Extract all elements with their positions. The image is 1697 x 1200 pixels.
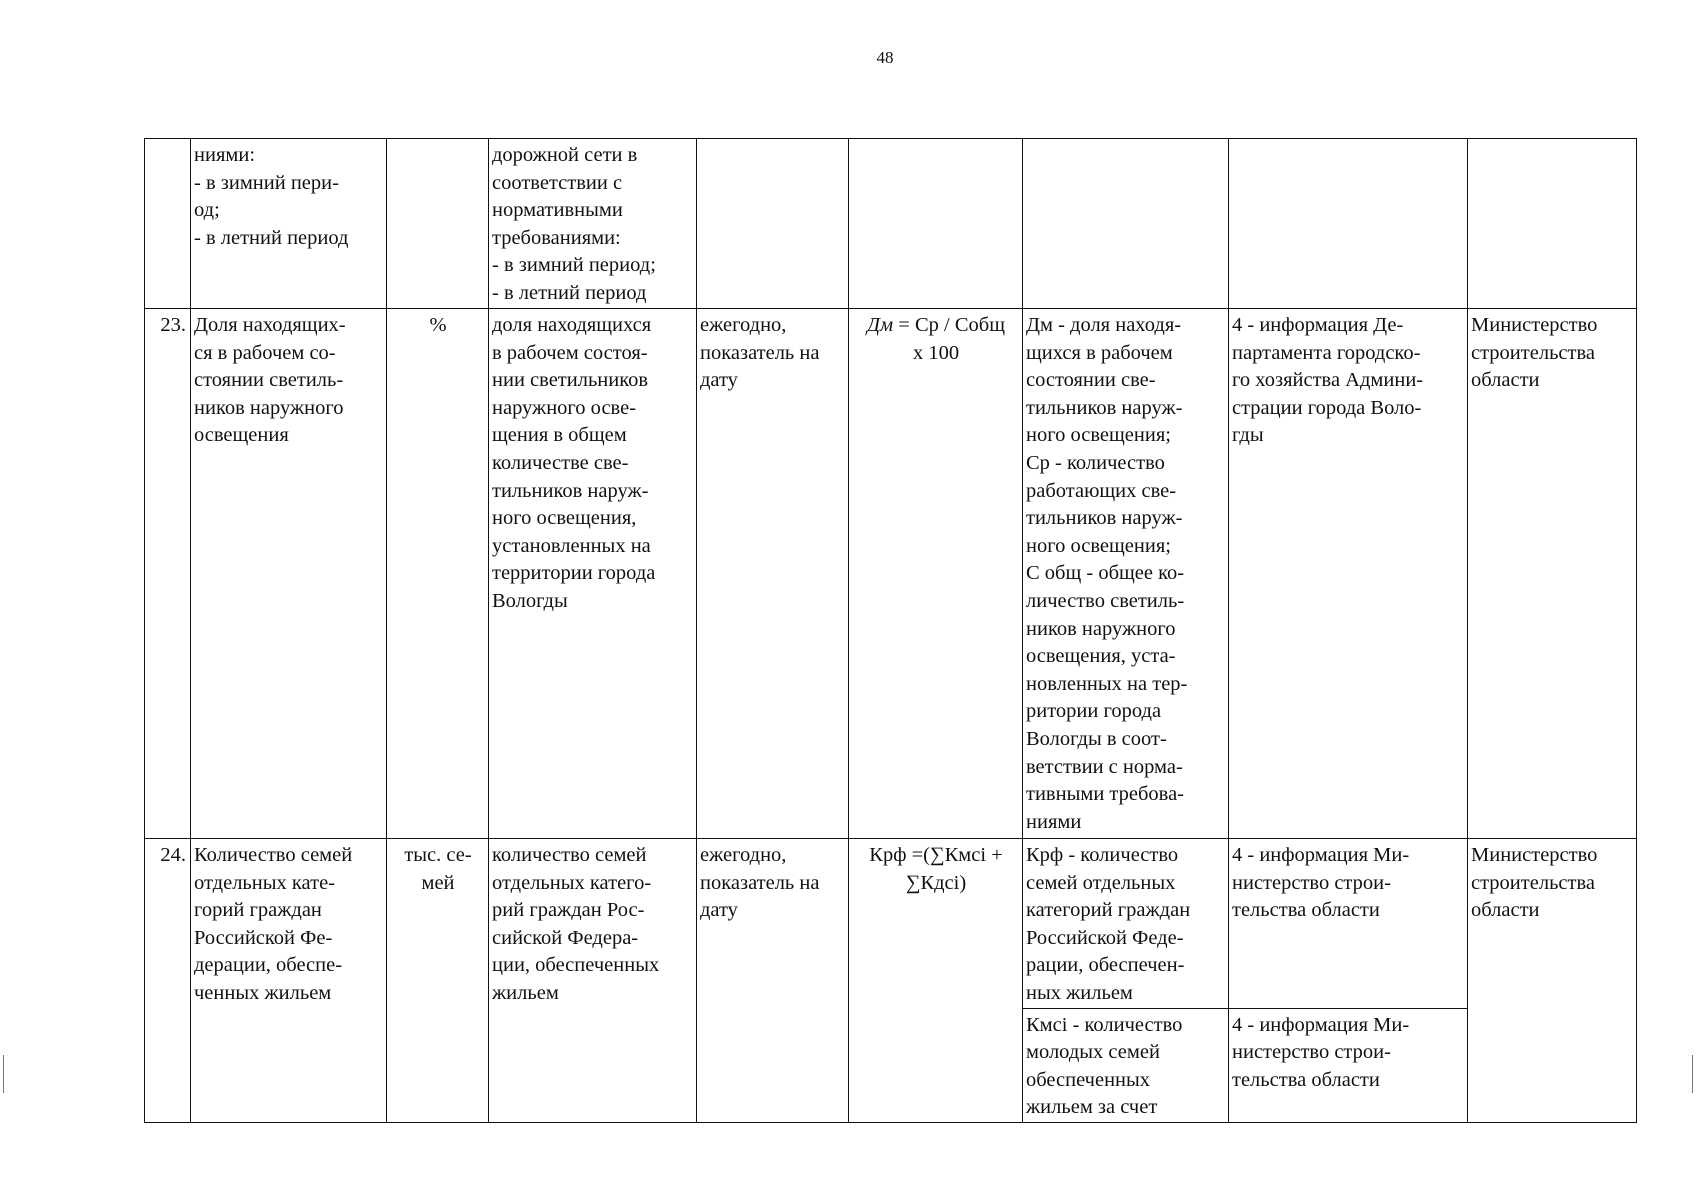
row-number: 23. <box>145 309 191 839</box>
cell-periodicity <box>697 139 849 309</box>
cell-name: Доля находящих- ся в рабочем со- стоянии светиль- ников наружного освещения <box>191 309 387 839</box>
cell-periodicity: ежегодно, показатель на дату <box>697 309 849 839</box>
cell-source <box>1229 139 1468 309</box>
cell-variables: Кмсі - количество молодых семей обеспеченных жильем за счет <box>1023 1008 1229 1122</box>
table-row-23 <box>145 309 1637 839</box>
table-row-continuation <box>145 139 1637 309</box>
cell-formula <box>849 139 1023 309</box>
cell-formula <box>849 309 1023 839</box>
cell-responsible: Министерство строительства области <box>1468 309 1637 839</box>
cell-responsible <box>1468 139 1637 309</box>
cell-responsible: Министерство строительства области <box>1468 839 1637 1123</box>
cell-name: ниями: - в зимний пери- од; - в летний период <box>191 139 387 309</box>
cell-num <box>145 139 191 309</box>
cell-source: 4 - информация Ми- нистерство строи- тельства области <box>1229 1008 1468 1122</box>
cell-name: Количество семей отдельных кате- горий граждан Российской Фе- дерации, обеспе- ченных жильем <box>191 839 387 1123</box>
cell-periodicity: ежегодно, показатель на дату <box>697 839 849 1123</box>
row-number: 24. <box>145 839 191 1123</box>
cell-source: 4 - информация Ми- нистерство строи- тельства области <box>1229 839 1468 1009</box>
scan-margin-mark-right <box>1692 1055 1693 1093</box>
cell-definition: дорожной сети в соответствии с нормативными требованиями: - в зимний период; - в летний период <box>489 139 697 309</box>
formula-expression: = Ср / Собщ х 100 <box>898 314 1005 364</box>
table-row-24 <box>145 839 1637 1009</box>
cell-formula: Крф =(∑Кмсі + ∑Кдсі) <box>849 839 1023 1123</box>
cell-variables <box>1023 139 1229 309</box>
cell-source: 4 - информация Де- партамента городско- го хозяйства Админи- страции города Воло- гды <box>1229 309 1468 839</box>
scan-margin-mark-left <box>3 1055 4 1093</box>
cell-definition: доля находящихся в рабочем состоя- нии светильников наружного осве- щения в общем количестве све- тильников наруж- ного освещения, установленных на территории города Вологды <box>489 309 697 839</box>
cell-variables: Дм - доля находя- щихся в рабочем состоянии све- тильников наруж- ного освещения; Ср - количество работающих све- тильников наруж- ного освещения; С общ - общее ко- личество светиль- ников наружного освещения, уста- новленных на тер- ритории города Вологды в соот- ветствии с норма- тивными требова- ниями <box>1023 309 1229 839</box>
page-number: 48 <box>876 48 894 67</box>
cell-unit <box>387 139 489 309</box>
cell-unit: тыс. се- мей <box>387 839 489 1123</box>
cell-unit: % <box>387 309 489 839</box>
indicators-table <box>144 138 1637 1123</box>
cell-definition: количество семей отдельных катего- рий граждан Рос- сийской Федера- ции, обеспеченных жильем <box>489 839 697 1123</box>
cell-variables: Крф - количество семей отдельных категорий граждан Российской Феде- рации, обеспечен- ных жильем <box>1023 839 1229 1009</box>
formula-variable: Дм <box>867 314 894 336</box>
